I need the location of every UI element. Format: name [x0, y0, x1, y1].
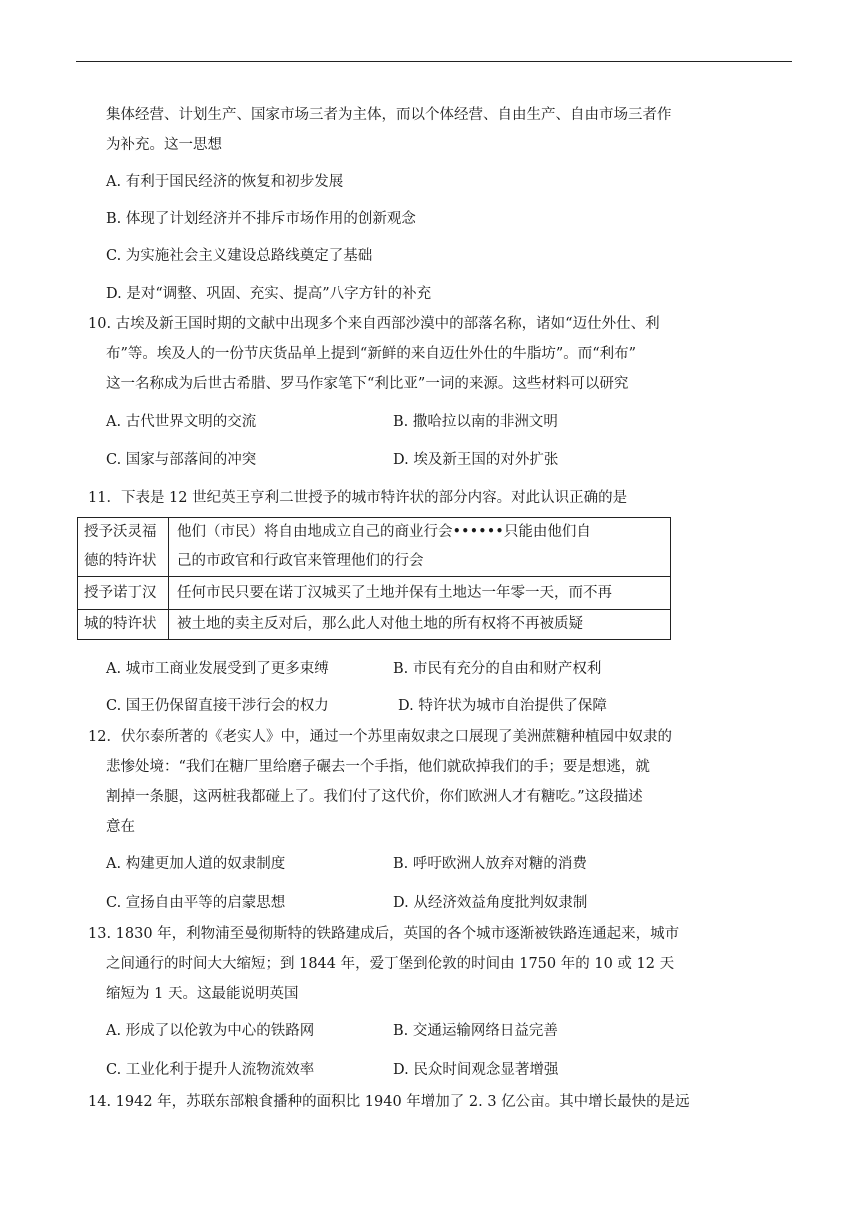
q13-option-b: B. 交通运输网络日益完善	[393, 1023, 558, 1039]
charter-label-text: 授予沃灵福	[84, 524, 157, 540]
q13-stem-line: 缩短为 1 天。这最能说明英国	[106, 986, 299, 1002]
charter-text-cell	[169, 610, 671, 640]
charter-label-cell	[78, 577, 169, 610]
q10-stem-line: 布”等。埃及人的一份节庆货品单上提到“新鲜的来自迈仕外仕的牛脂坊”。而“利布”	[106, 346, 637, 362]
q13-option-d: D. 民众时间观念显著增强	[393, 1062, 559, 1078]
q14-stem-line: 14. 1942 年，苏联东部粮食播种的面积比 1940 年增加了 2. 3 亿公亩。其中增长最快的是远	[88, 1094, 690, 1110]
charter-text: 任何市民只要在诺丁汉城买了土地并保有土地达一年零一天，而不再	[177, 584, 612, 601]
charter-text: 被土地的卖主反对后，那么此人对他土地的所有权将不再被质疑	[177, 616, 583, 632]
q9-option-b: B. 体现了计划经济并不排斥市场作用的创新观念	[106, 211, 416, 227]
q10-stem-line: 10. 古埃及新王国时期的文献中出现多个来自西部沙漠中的部落名称，诸如“迈仕外仕、利	[88, 316, 660, 332]
q11-stem: 11．下表是 12 世纪英王亨利二世授予的城市特许状的部分内容。对此认识正确的是	[88, 490, 628, 506]
q12-stem-line: 12．伏尔泰所著的《老实人》中，通过一个苏里南奴隶之口展现了美洲蔗糖种植园中奴隶的	[88, 729, 672, 745]
charter-label-cell	[78, 518, 169, 577]
q11-option-b: B. 市民有充分的自由和财产权利	[393, 661, 602, 677]
charter-label-text: 城的特许状	[84, 616, 157, 632]
q9-stem-line: 为补充。这一思想	[106, 137, 222, 153]
q13-stem-line: 13. 1830 年，利物浦至曼彻斯特的铁路建成后，英国的各个城市逐渐被铁路连通起来，城市	[88, 926, 680, 942]
q13-option-a: A. 形成了以伦敦为中心的铁路网	[106, 1023, 315, 1039]
q12-stem-line: 割掉一条腿，这两桩我都碰上了。我们付了这代价，你们欧洲人才有糖吃。”这段描述	[106, 789, 643, 805]
charter-label-text: 德的特许状	[84, 553, 157, 569]
charter-label-text: 授予诺丁汉	[84, 584, 157, 601]
q13-stem-line: 之间通行的时间大大缩短；到 1844 年，爱丁堡到伦敦的时间由 1750 年的 10 或 12 天	[106, 956, 675, 972]
q12-option-d: D. 从经济效益角度批判奴隶制	[393, 895, 588, 911]
charter-text-cell	[169, 577, 671, 610]
q12-option-a: A. 构建更加人道的奴隶制度	[106, 856, 286, 872]
q9-option-a: A. 有利于国民经济的恢复和初步发展	[106, 174, 344, 190]
q9-option-d: D. 是对“调整、巩固、充实、提高”八字方针的补充	[106, 286, 432, 302]
q11-option-c: C. 国王仍保留直接干涉行会的权力	[106, 698, 329, 714]
q10-stem-line: 这一名称成为后世古希腊、罗马作家笔下“利比亚”一词的来源。这些材料可以研究	[106, 376, 629, 392]
q12-option-b: B. 呼吁欧洲人放弃对糖的消费	[393, 856, 587, 872]
q12-stem-line: 悲惨处境：“我们在糖厂里给磨子碾去一个手指，他们就砍掉我们的手；要是想逃，就	[106, 759, 650, 775]
q11-option-a: A. 城市工商业发展受到了更多束缚	[106, 661, 329, 677]
charter-text: 己的市政官和行政官来管理他们的行会	[177, 553, 424, 569]
charter-label-cell	[78, 610, 169, 640]
q12-option-c: C. 宣扬自由平等的启蒙思想	[106, 895, 286, 911]
charter-table	[77, 517, 671, 640]
q12-stem-line: 意在	[106, 819, 135, 835]
q10-option-a: A. 古代世界文明的交流	[106, 414, 257, 430]
header-rule	[76, 61, 792, 62]
q10-option-b: B. 撒哈拉以南的非洲文明	[393, 414, 558, 430]
table-row	[78, 577, 671, 610]
charter-text: 他们（市民）将自由地成立自己的商业行会••••••只能由他们自	[177, 524, 591, 540]
q10-option-c: C. 国家与部落间的冲突	[106, 452, 257, 468]
q9-stem-line: 集体经营、计划生产、国家市场三者为主体，而以个体经营、自由生产、自由市场三者作	[106, 107, 672, 123]
table-row	[78, 610, 671, 640]
q9-option-c: C. 为实施社会主义建设总路线奠定了基础	[106, 248, 373, 264]
q10-option-d: D. 埃及新王国的对外扩张	[393, 452, 559, 468]
charter-text-cell	[169, 518, 671, 577]
table-row	[78, 518, 671, 577]
q13-option-c: C. 工业化利于提升人流物流效率	[106, 1062, 315, 1078]
q11-option-d: D. 特许状为城市自治提供了保障	[398, 698, 607, 714]
